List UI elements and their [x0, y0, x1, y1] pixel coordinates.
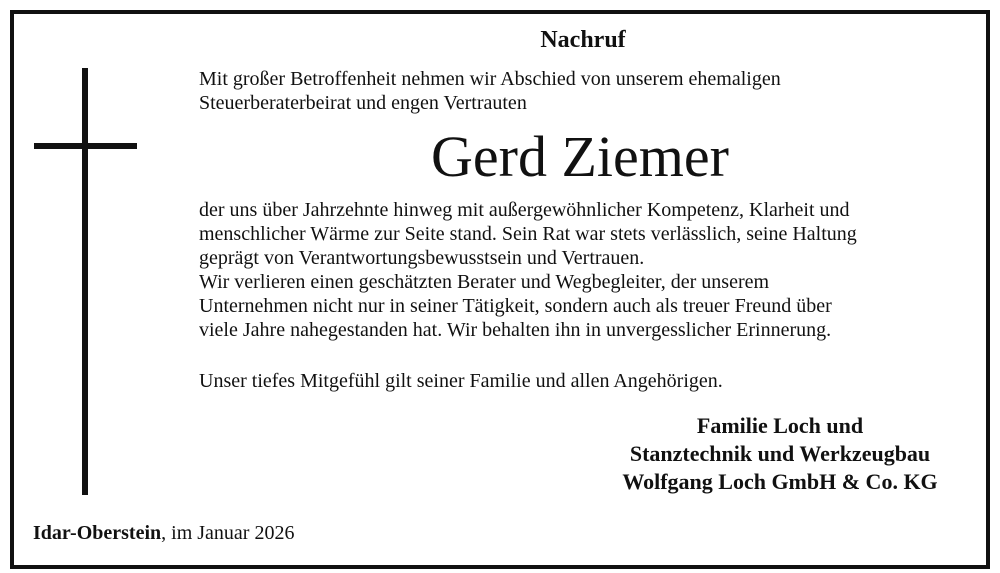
deceased-name: Gerd Ziemer: [431, 124, 729, 189]
signature-line: Stanztechnik und Werkzeugbau: [629, 441, 931, 466]
signature-line: Familie Loch und: [696, 413, 864, 438]
signature-line: Wolfgang Loch GmbH & Co. KG: [622, 469, 938, 494]
place-name: Idar-Oberstein: [33, 522, 162, 544]
notice-date: , im Januar 2026: [161, 522, 295, 544]
signature-block: [560, 412, 1000, 496]
condolence-text: Unser tiefes Mitgefühl gilt seiner Familie und allen Angehörigen.: [199, 370, 723, 392]
place-date: [33, 521, 294, 545]
tribute-text: der uns über Jahrzehnte hinweg mit außergewöhnlicher Kompetenz, Klarheit und menschlicher Wärme zur Seite stand. Sein Rat war stets verlässlich, seine Haltung geprägt von Verantwortungsbewusstsein und Vertrauen. Wir verlieren einen geschätzten Berater und Wegbegleiter, der unserem Unternehmen nicht nur in seiner Tätigkeit, sondern auch als treuer Freund über viele Jahre nahegestanden hat. Wir behalten ihn in unvergesslicher Erinnerung.: [199, 199, 857, 341]
intro-text: Mit großer Betroffenheit nehmen wir Abschied von unserem ehemaligen Steuerberaterbeirat und engen Vertrauten: [199, 68, 781, 114]
obituary-heading: Nachruf: [540, 27, 626, 53]
